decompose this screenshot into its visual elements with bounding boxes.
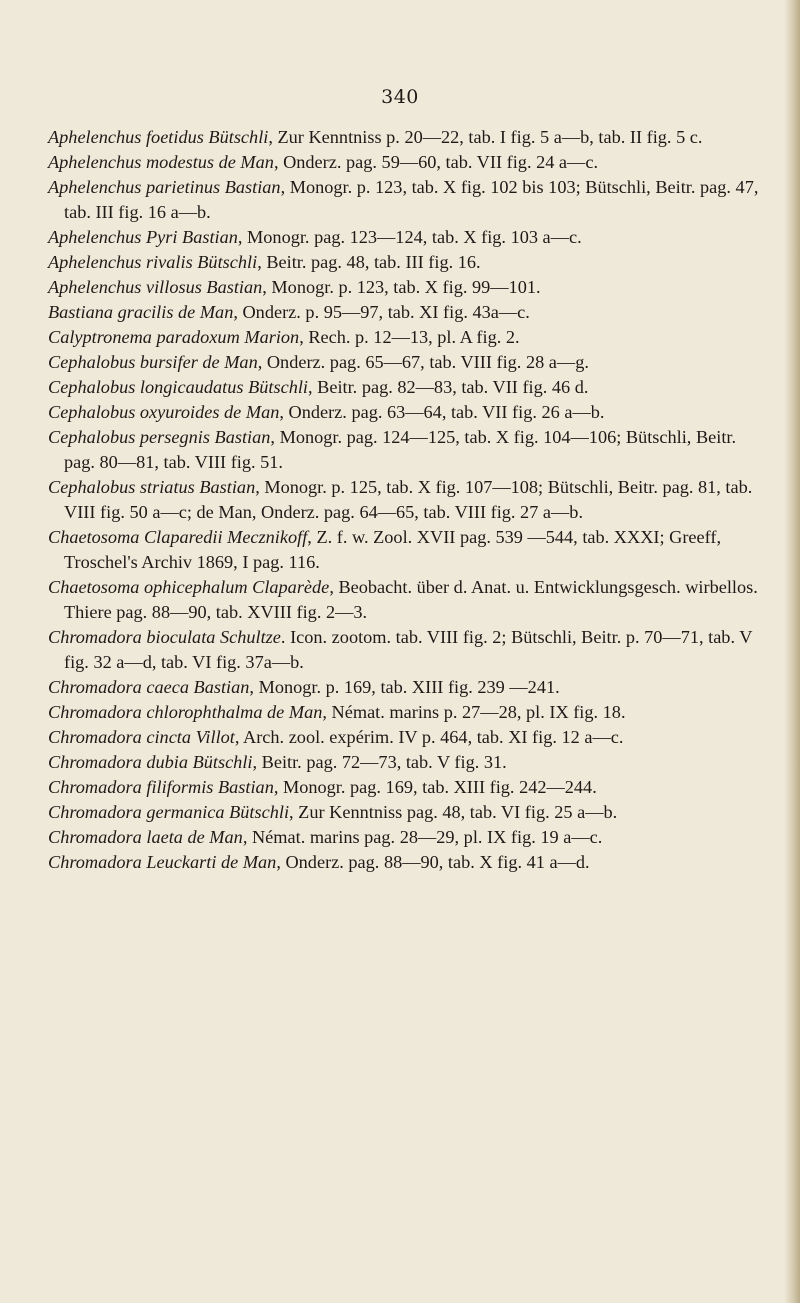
list-item [48, 825, 770, 850]
list-item [48, 700, 770, 725]
literature-reference: , Monogr. p. 123, tab. X fig. 99—101. [262, 277, 541, 297]
literature-reference: , Monogr. p. 169, tab. XIII fig. 239 —241. [249, 677, 560, 697]
literature-reference: . Icon. zootom. tab. VIII fig. 2; Bütschli, Beitr. p. 70—71, tab. V fig. 32 a—d, tab. VI fig. 37a—b. [64, 627, 753, 672]
literature-reference: , Beitr. pag. 72—73, tab. V fig. 31. [252, 752, 507, 772]
literature-reference: , Onderz. pag. 65—67, tab. VIII fig. 28 a—g. [257, 352, 589, 372]
list-item [48, 425, 770, 475]
list-item [48, 300, 770, 325]
species-name: Cephalobus bursifer de Man [48, 352, 258, 372]
species-name: Cephalobus persegnis Bastian [48, 427, 271, 447]
list-item [48, 250, 770, 275]
literature-reference: , Monogr. pag. 123—124, tab. X fig. 103 a—c. [237, 227, 582, 247]
species-name: Cephalobus oxyuroides de Man [48, 402, 280, 422]
species-reference-list [48, 125, 770, 875]
species-name: Chromadora filiformis Bastian [48, 777, 274, 797]
list-item [48, 225, 770, 250]
species-name: Aphelenchus parietinus Bastian [48, 177, 281, 197]
literature-reference: , Arch. zool. expérim. IV p. 464, tab. XI fig. 12 a—c. [234, 727, 624, 747]
list-item [48, 400, 770, 425]
literature-reference: , Némat. marins pag. 28—29, pl. IX fig. 19 a—c. [242, 827, 603, 847]
list-item [48, 850, 770, 875]
list-item [48, 375, 770, 400]
species-name: Chromadora dubia Bütschli [48, 752, 253, 772]
literature-reference: , Monogr. pag. 169, tab. XIII fig. 242—244. [273, 777, 597, 797]
literature-reference: , Zur Kenntniss p. 20—22, tab. I fig. 5 a—b, tab. II fig. 5 c. [268, 127, 703, 147]
literature-reference: , Némat. marins p. 27—28, pl. IX fig. 18. [322, 702, 626, 722]
species-name: Chromadora caeca Bastian [48, 677, 250, 697]
species-name: Chromadora Leuckarti de Man [48, 852, 277, 872]
page-number: 340 [381, 86, 419, 108]
literature-reference: , Rech. p. 12—13, pl. A fig. 2. [299, 327, 520, 347]
literature-reference: , Z. f. w. Zool. XVII pag. 539 —544, tab. XXXI; Greeff, Troschel's Archiv 1869, I pag. 116. [64, 527, 722, 572]
literature-reference: , Monogr. p. 123, tab. X fig. 102 bis 103; Bütschli, Beitr. pag. 47, tab. III fig. 16 a—b. [64, 177, 759, 222]
species-name: Bastiana gracilis de Man [48, 302, 234, 322]
literature-reference: , Onderz. p. 95—97, tab. XI fig. 43a—c. [233, 302, 530, 322]
list-item [48, 350, 770, 375]
list-item [48, 800, 770, 825]
species-name: Aphelenchus modestus de Man [48, 152, 274, 172]
species-name: Aphelenchus foetidus Bütschli [48, 127, 269, 147]
list-item [48, 675, 770, 700]
list-item [48, 525, 770, 575]
species-name: Chromadora bioculata Schultze [48, 627, 281, 647]
list-item [48, 775, 770, 800]
species-name: Chromadora chlorophthalma de Man [48, 702, 323, 722]
species-name: Cephalobus striatus Bastian [48, 477, 256, 497]
literature-reference: , Onderz. pag. 63—64, tab. VII fig. 26 a—b. [279, 402, 605, 422]
list-item [48, 725, 770, 750]
page-edge-shadow [784, 0, 800, 1303]
species-name: Chaetosoma Claparedii Mecznikoff [48, 527, 308, 547]
list-item [48, 625, 770, 675]
species-name: Chromadora cincta Villot [48, 727, 235, 747]
literature-reference: , Onderz. pag. 88—90, tab. X fig. 41 a—d. [276, 852, 590, 872]
list-item [48, 750, 770, 775]
list-item [48, 125, 770, 150]
literature-reference: , Beitr. pag. 48, tab. III fig. 16. [257, 252, 481, 272]
species-name: Chaetosoma ophicephalum Claparède [48, 577, 330, 597]
literature-reference: , Zur Kenntniss pag. 48, tab. VI fig. 25 a—b. [289, 802, 618, 822]
list-item [48, 150, 770, 175]
literature-reference: , Beitr. pag. 82—83, tab. VII fig. 46 d. [308, 377, 589, 397]
literature-reference: , Monogr. p. 125, tab. X fig. 107—108; Bütschli, Beitr. pag. 81, tab. VIII fig. 50 a—c; de Man, Onderz. pag. 64—65, tab. VIII fig. 27 a—b. [64, 477, 753, 522]
literature-reference: , Monogr. pag. 124—125, tab. X fig. 104—106; Bütschli, Beitr. pag. 80—81, tab. VIII fig. 51. [64, 427, 737, 472]
literature-reference: , Beobacht. über d. Anat. u. Entwicklungsgesch. wirbellos. Thiere pag. 88—90, tab. XVIII fig. 2—3. [64, 577, 758, 622]
species-name: Cephalobus longicaudatus Bütschli [48, 377, 308, 397]
species-name: Aphelenchus villosus Bastian [48, 277, 263, 297]
literature-reference: , Onderz. pag. 59—60, tab. VII fig. 24 a—c. [273, 152, 599, 172]
species-name: Aphelenchus Pyri Bastian [48, 227, 238, 247]
list-item [48, 575, 770, 625]
list-item [48, 175, 770, 225]
list-item [48, 475, 770, 525]
list-item [48, 275, 770, 300]
species-name: Calyptronema paradoxum Marion [48, 327, 300, 347]
species-name: Chromadora germanica Bütschli [48, 802, 290, 822]
species-name: Chromadora laeta de Man [48, 827, 243, 847]
species-name: Aphelenchus rivalis Bütschli [48, 252, 258, 272]
list-item [48, 325, 770, 350]
